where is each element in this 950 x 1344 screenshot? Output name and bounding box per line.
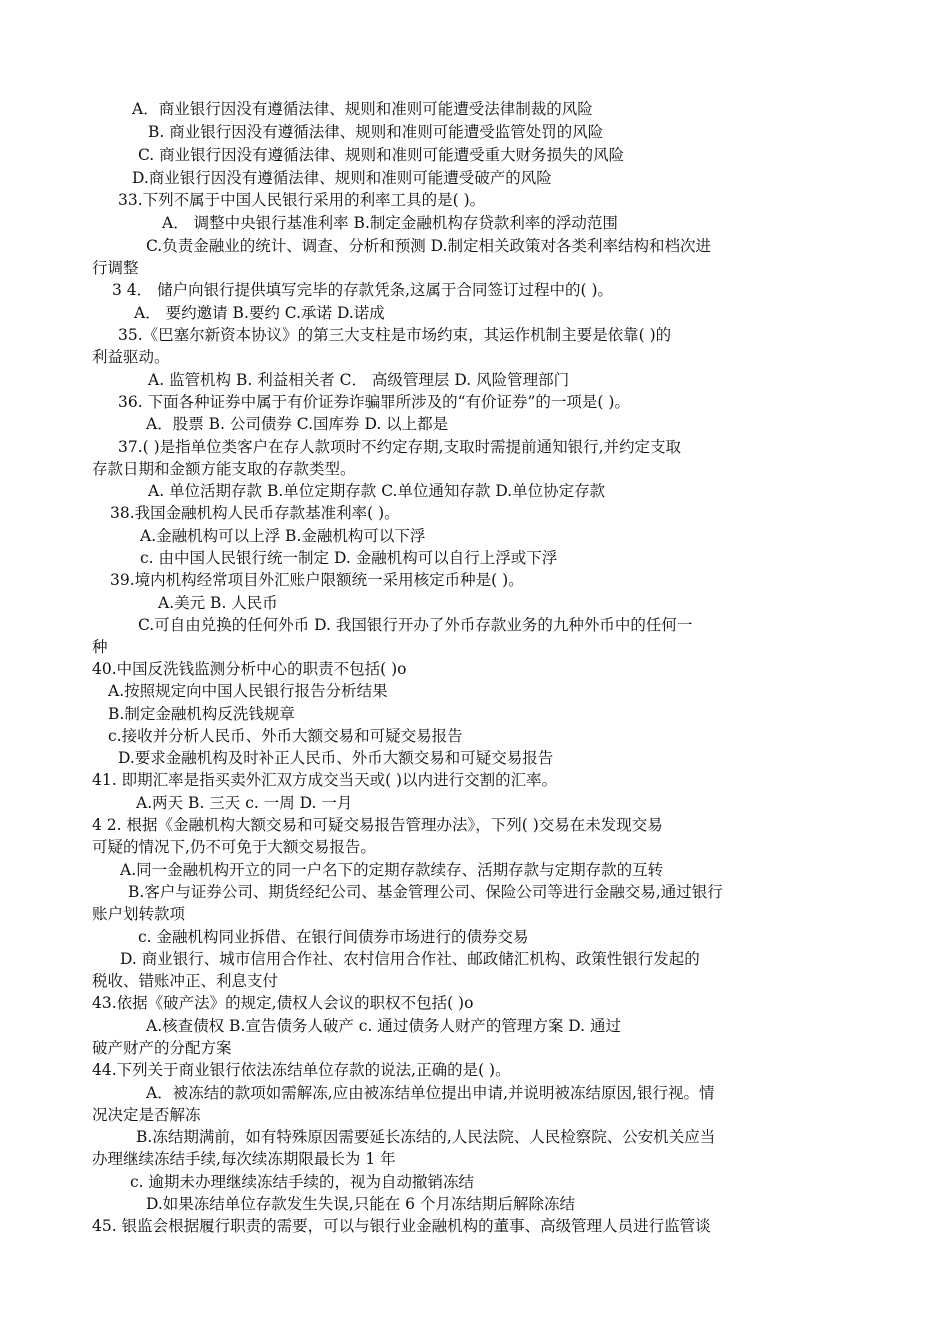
text-line: 况决定是否解冻 [92, 1106, 201, 1124]
text-line: 存款日期和金额方能支取的存款类型。 [92, 460, 356, 478]
text-line: A.按照规定向中国人民银行报告分析结果 [108, 682, 388, 700]
text-line: C.可自由兑换的任何外币 D. 我国银行开办了外币存款业务的九种外币中的任何一 [138, 616, 693, 634]
text-line: 税收、错账冲正、利息支付 [92, 972, 279, 990]
text-line: c. 逾期未办理继续冻结手续的，视为自动撤销冻结 [130, 1173, 475, 1191]
text-line: A.核查债权 B.宣告债务人破产 c. 通过债务人财产的管理方案 D. 通过 [146, 1017, 621, 1035]
text-line: D.要求金融机构及时补正人民币、外币大额交易和可疑交易报告 [118, 749, 554, 767]
text-line: B.冻结期满前，如有特殊原因需要延长冻结的,人民法院、人民检察院、公安机关应当 [136, 1128, 716, 1146]
text-line: 38.我国金融机构人民币存款基准利率( )。 [110, 504, 400, 522]
text-line: A．被冻结的款项如需解冻,应由被冻结单位提出申请,并说明被冻结原因,银行视。情 [146, 1084, 715, 1102]
text-line: 可疑的情况下,仍不可免于大额交易报告。 [92, 838, 376, 856]
text-line: 44.下列关于商业银行依法冻结单位存款的说法,正确的是( )。 [92, 1061, 511, 1079]
text-line: A． 要约邀请 B.要约 C.承诺 D.诺成 [134, 304, 385, 322]
text-line: 39.境内机构经常项目外汇账户限额统一采用核定币种是( )。 [110, 571, 524, 589]
text-line: 行调整 [92, 259, 139, 277]
text-line: 45. 银监会根据履行职责的需要，可以与银行业金融机构的董事、高级管理人员进行监管谈 [92, 1217, 711, 1235]
text-line: A.同一金融机构开立的同一户名下的定期存款续存、活期存款与定期存款的互转 [120, 861, 664, 879]
text-line: 43.依据《破产法》的规定,债权人会议的职权不包括( )o [92, 994, 474, 1012]
text-line: c. 由中国人民银行统一制定 D. 金融机构可以自行上浮或下浮 [140, 549, 558, 567]
text-line: A． 调整中央银行基准利率 B.制定金融机构存贷款利率的浮动范围 [162, 214, 618, 232]
text-line: B.制定金融机构反洗钱规章 [108, 705, 295, 723]
text-line: 36. 下面各种证券中属于有价证券诈骗罪所涉及的“有价证券”的一项是( )。 [118, 393, 630, 411]
text-line: B. 商业银行因没有遵循法律、规则和准则可能遭受监管处罚的风险 [148, 123, 604, 141]
text-line: 41. 即期汇率是指买卖外汇双方成交当天或( )以内进行交割的汇率。 [92, 771, 558, 789]
text-line: 种 [92, 638, 108, 656]
text-line: 利益驱动。 [92, 348, 170, 366]
text-line: c.接收并分析人民币、外币大额交易和可疑交易报告 [108, 727, 463, 745]
text-line: B.客户与证券公司、期货经纪公司、基金管理公司、保险公司等进行金融交易,通过银行 [128, 883, 723, 901]
text-line: A.美元 B. 人民币 [158, 594, 278, 612]
text-line: A．股票 B. 公司债券 C.国库券 D. 以上都是 [146, 415, 449, 433]
text-line: 账户划转款项 [92, 905, 186, 923]
text-line: C. 商业银行因没有遵循法律、规则和准则可能遭受重大财务损失的风险 [138, 146, 625, 164]
text-line: 办理继续冻结手续,每次续冻期限最长为 1 年 [92, 1150, 396, 1168]
text-line: 4 2. 根据《金融机构大额交易和可疑交易报告管理办法》，下列( )交易在未发现交易 [92, 816, 663, 834]
text-line: D.商业银行因没有遵循法律、规则和准则可能遭受破产的风险 [132, 169, 552, 187]
text-line: 37.( )是指单位类客户在存人款项时不约定存期,支取时需提前通知银行,并约定支取 [118, 438, 682, 456]
text-line: A. 单位活期存款 B.单位定期存款 C.单位通知存款 D.单位协定存款 [148, 482, 606, 500]
text-line: c. 金融机构同业拆借、在银行间债券市场进行的债券交易 [138, 928, 529, 946]
text-line: D. 商业银行、城市信用合作社、农村信用合作社、邮政储汇机构、政策性银行发起的 [120, 950, 700, 968]
text-line: 3 4． 储户向银行提供填写完毕的存款凭条,这属于合同签订过程中的( )。 [112, 281, 614, 299]
text-line: 破产财产的分配方案 [92, 1039, 232, 1057]
text-line: A.两天 B. 三天 c. 一周 D. 一月 [136, 794, 353, 812]
text-line: C.负责金融业的统计、调查、分析和预测 D.制定相关政策对各类利率结构和档次进 [146, 237, 711, 255]
text-line: 40.中国反洗钱监测分析中心的职责不包括( )o [92, 660, 407, 678]
text-line: D.如果冻结单位存款发生失误,只能在 6 个月冻结期后解除冻结 [146, 1195, 575, 1213]
text-line: 33.下列不属于中国人民银行采用的利率工具的是( )。 [118, 191, 486, 209]
text-line: A．商业银行因没有遵循法律、规则和准则可能遭受法律制裁的风险 [132, 100, 593, 118]
text-line: A.金融机构可以上浮 B.金融机构可以下浮 [140, 527, 426, 545]
text-line: 35.《巴塞尔新资本协议》的第三大支柱是市场约束，其运作机制主要是依靠( )的 [118, 326, 672, 344]
text-line: A. 监管机构 B. 利益相关者 C． 高级管理层 D. 风险管理部门 [148, 371, 570, 389]
